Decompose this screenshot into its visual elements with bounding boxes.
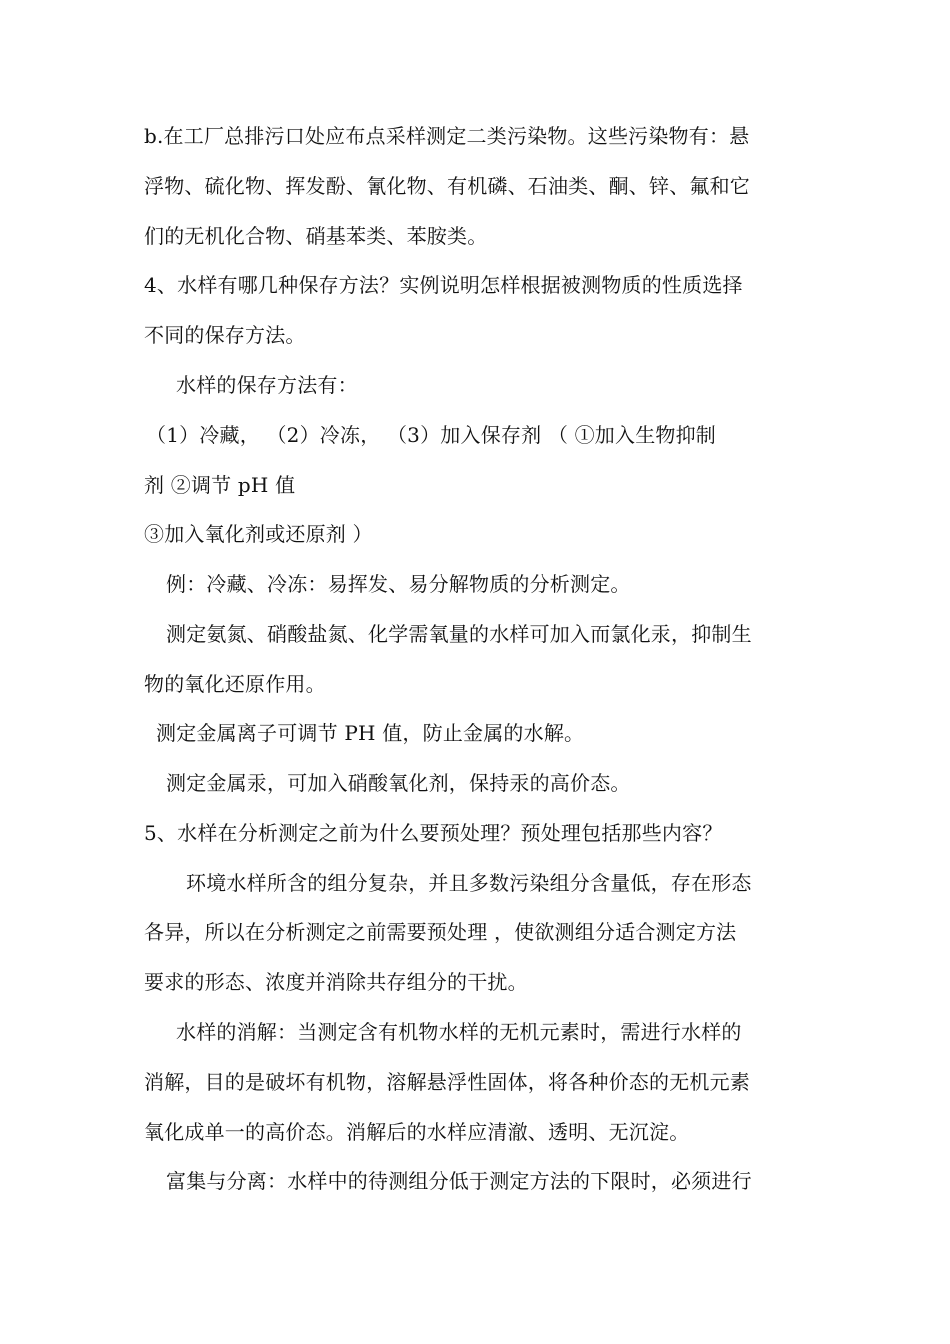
text-line: 测定金属汞，可加入硝酸氧化剂，保持汞的高价态。 [166,771,631,795]
question-heading: 5、水样在分析测定之前为什么要预处理？预处理包括那些内容？ [144,821,723,845]
text-line: （1）冷藏， （2）冷冻， （3）加入保存剂 （ ①加入生物抑制 [146,423,717,447]
text-line: 剂 ②调节 pH 值 [144,473,296,497]
text-line: 消解，目的是破坏有机物，溶解悬浮性固体，将各种价态的无机元素 [144,1070,750,1094]
text-line: 们的无机化合物、硝基苯类、苯胺类。 [144,224,488,248]
text-line: 物的氧化还原作用。 [144,672,326,696]
text-line: b.在工厂总排污口处应布点采样测定二类污染物。这些污染物有：悬 [144,124,750,148]
text-line: 环境水样所含的组分复杂，并且多数污染组分含量低，存在形态 [186,871,752,895]
text-line: 水样的消解：当测定含有机物水样的无机元素时，需进行水样的 [176,1020,742,1044]
text-line: 要求的形态、浓度并消除共存组分的干扰。 [144,970,528,994]
text-line: ③加入氧化剂或还原剂 ） [144,522,373,546]
text-line: 各异，所以在分析测定之前需要预处理 ，使欲测组分适合测定方法 [144,920,737,944]
question-heading: 不同的保存方法。 [144,323,306,347]
text-line: 水样的保存方法有： [176,373,358,397]
text-line: 测定金属离子可调节 PH 值，防止金属的水解。 [156,721,585,745]
text-line: 富集与分离：水样中的待测组分低于测定方法的下限时，必须进行 [166,1169,752,1193]
text-line: 例：冷藏、冷冻：易挥发、易分解物质的分析测定。 [166,572,631,596]
text-line: 浮物、硫化物、挥发酚、氰化物、有机磷、石油类、酮、锌、氟和它 [144,174,750,198]
question-heading: 4、水样有哪几种保存方法？实例说明怎样根据被测物质的性质选择 [144,273,743,297]
text-line: 氧化成单一的高价态。消解后的水样应清澈、透明、无沉淀。 [144,1120,690,1144]
text-line: 测定氨氮、硝酸盐氮、化学需氧量的水样可加入而氯化汞，抑制生 [166,622,752,646]
